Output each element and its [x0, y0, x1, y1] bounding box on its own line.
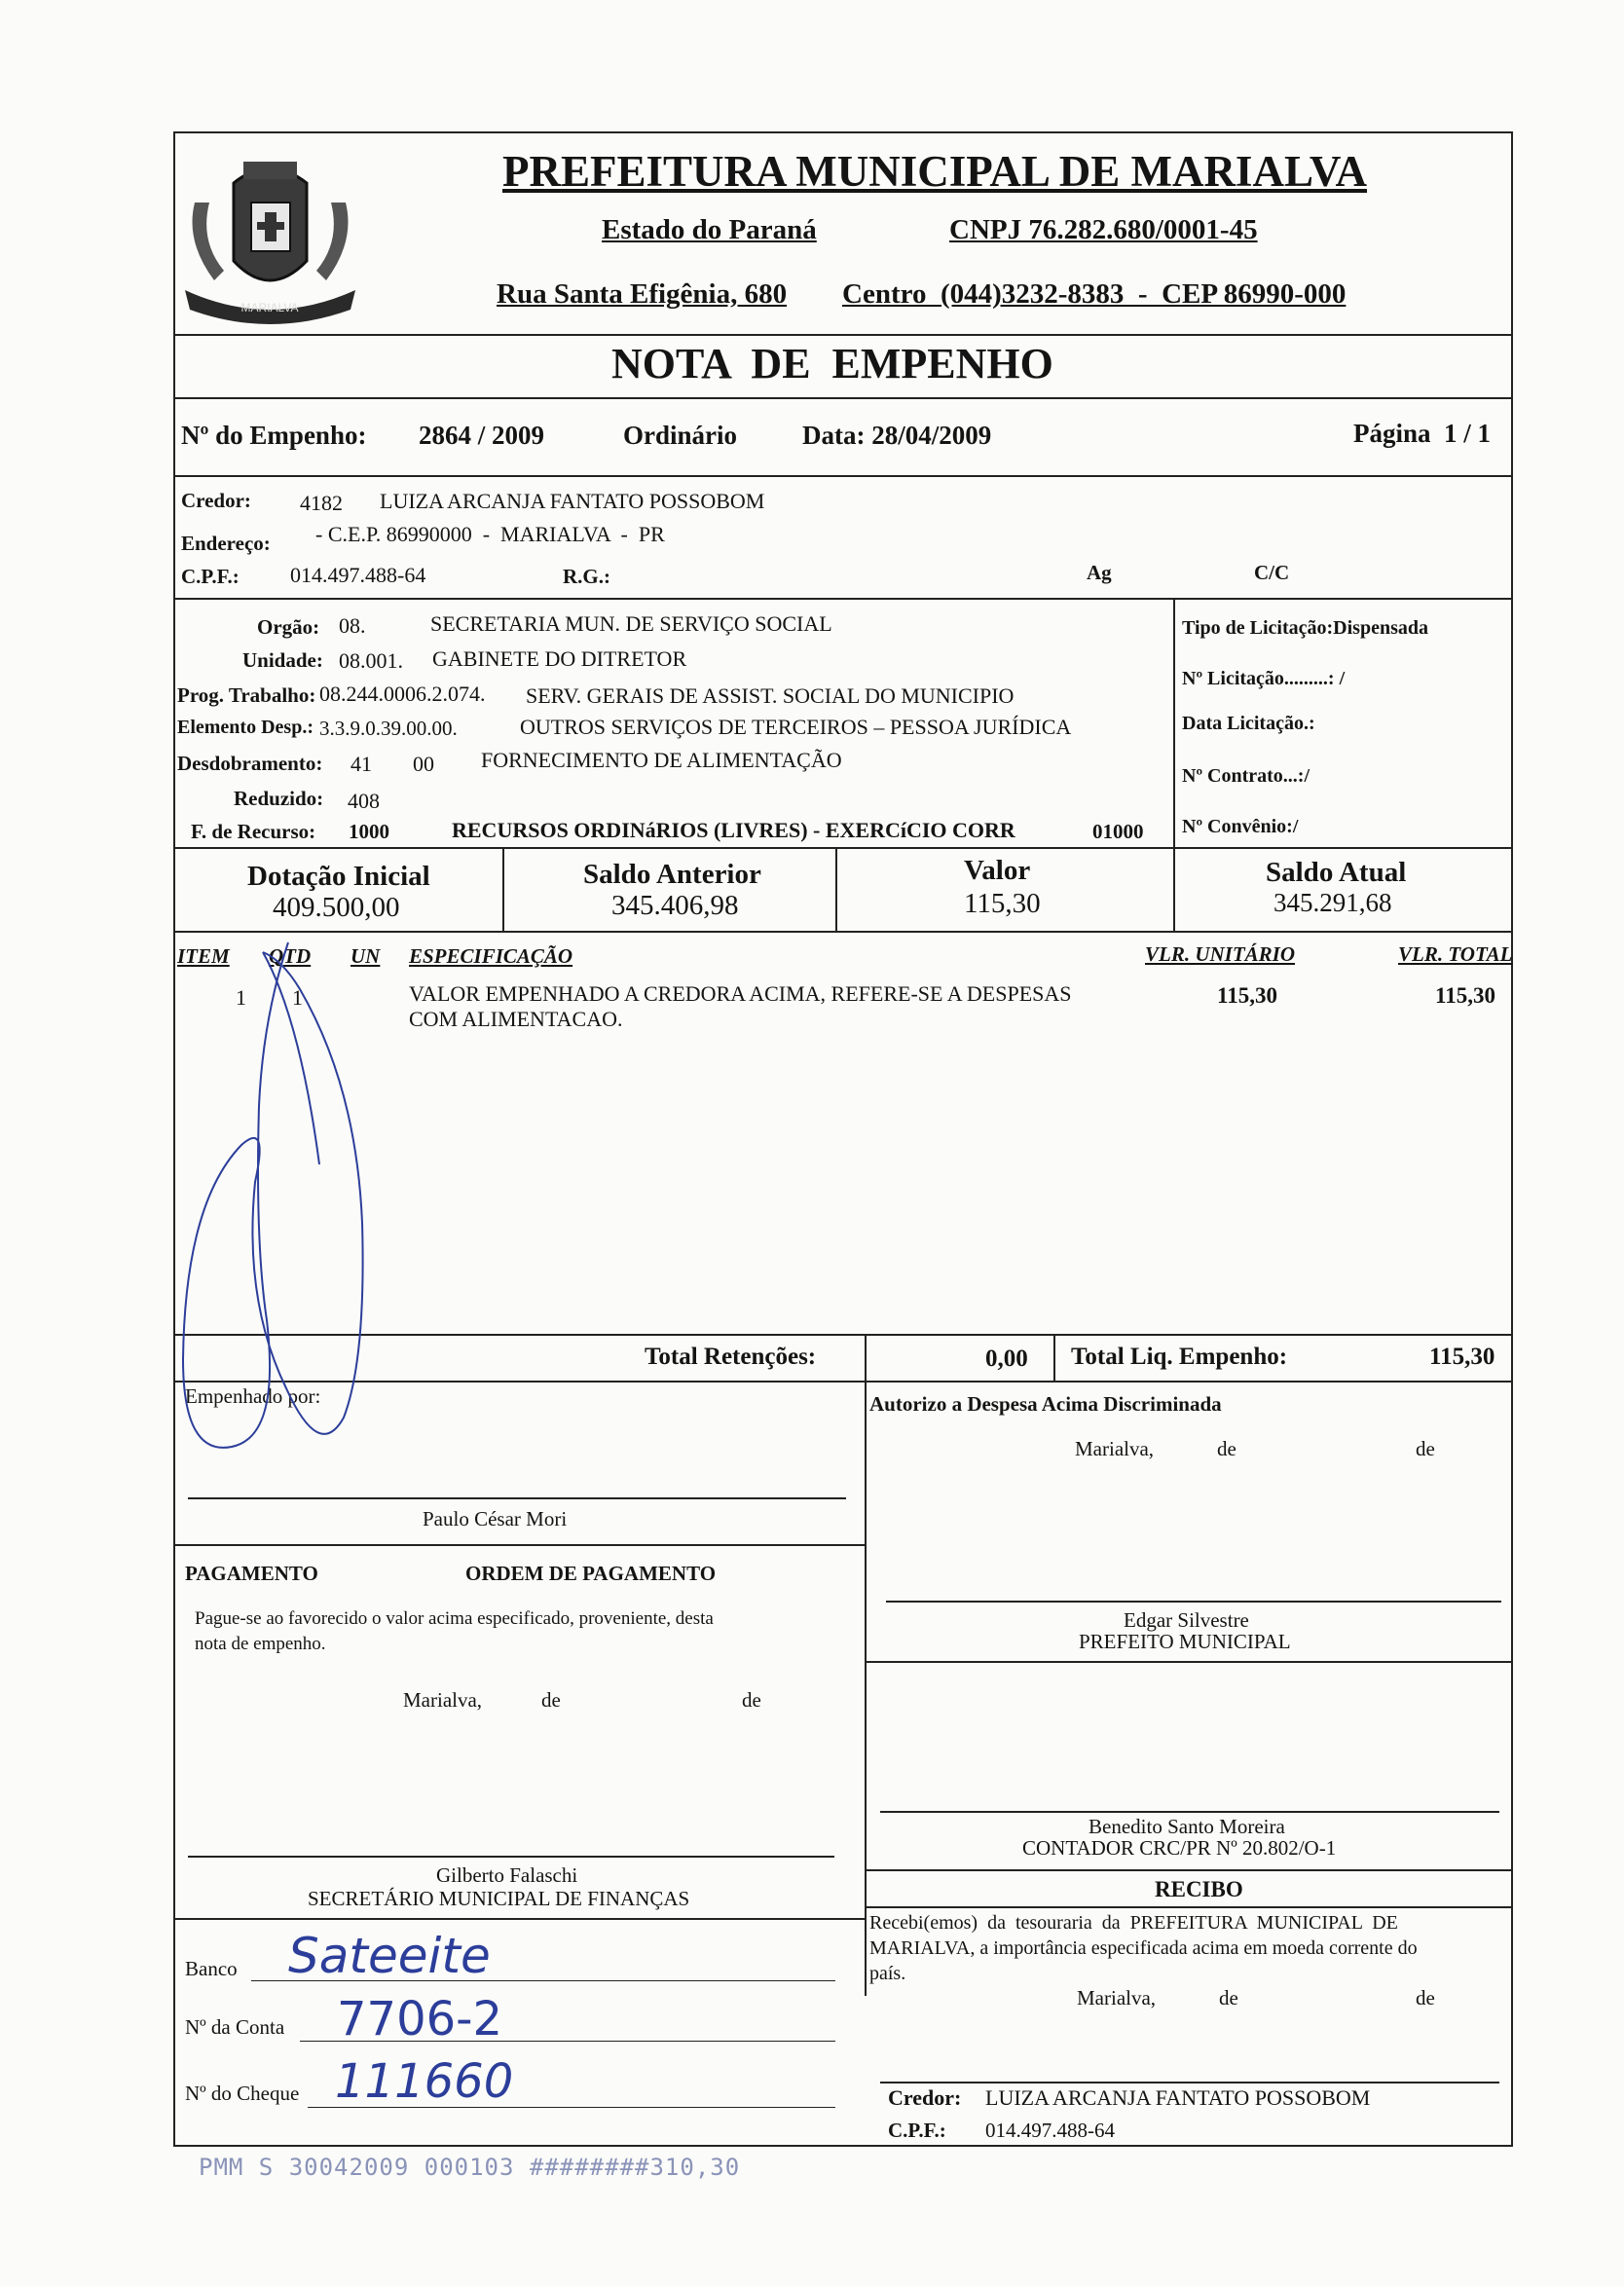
convenio-number: Nº Convênio:/: [1182, 816, 1299, 837]
autorizo-city: Marialva,: [1075, 1437, 1155, 1460]
saldo-atual-label: Saldo Atual: [1266, 857, 1407, 888]
autorizo-de2: de: [1416, 1437, 1435, 1460]
unidade-label: Unidade:: [242, 648, 323, 672]
item-column-header: ITEM: [177, 944, 230, 968]
especificacao-column-header: ESPECIFICAÇÃO: [409, 944, 573, 968]
empenho-date: Data: 28/04/2009: [802, 421, 992, 450]
prefeito-name: Edgar Silvestre: [1124, 1608, 1249, 1632]
state-name: Estado do Paraná: [602, 214, 817, 245]
licitacao-type: Tipo de Licitação:Dispensada: [1182, 617, 1428, 639]
orgao-label: Orgão:: [257, 615, 320, 639]
recibo-text-line2: MARIALVA, a importância especificada acima em moeda corrente do: [869, 1937, 1418, 1959]
reduzido-label: Reduzido:: [234, 787, 324, 810]
bank-stamp: PMM S 30042009 000103 ########310,30: [199, 2154, 741, 2181]
prog-trabalho-label: Prog. Trabalho:: [177, 683, 316, 707]
secretario-title: SECRETÁRIO MUNICIPAL DE FINANÇAS: [308, 1887, 690, 1910]
rg-label: R.G.:: [563, 565, 610, 588]
saldo-atual-value: 345.291,68: [1273, 888, 1392, 917]
svg-text:MARIALVA: MARIALVA: [240, 301, 299, 314]
pagamento-de2: de: [742, 1688, 761, 1712]
unidade-name: GABINETE DO DITRETOR: [432, 646, 687, 671]
address-contact: Centro (044)3232-8383 - CEP 86990-000: [842, 278, 1347, 310]
total-liquido-label: Total Liq. Empenho:: [1071, 1344, 1288, 1370]
prog-trabalho-name: SERV. GERAIS DE ASSIST. SOCIAL DO MUNICIPIO: [526, 683, 1015, 708]
banco-label: Banco: [185, 1957, 238, 1980]
total-retencoes-value: 0,00: [985, 1346, 1028, 1372]
orgao-name: SECRETARIA MUN. DE SERVIÇO SOCIAL: [430, 611, 832, 636]
contador-title: CONTADOR CRC/PR Nº 20.802/O-1: [1022, 1836, 1337, 1860]
credor-label: Credor:: [181, 489, 251, 512]
street-address: Rua Santa Efigênia, 680: [497, 278, 788, 310]
autorizo-de1: de: [1217, 1437, 1236, 1460]
elemento-code: 3.3.9.0.39.00.00.: [319, 717, 458, 740]
pagamento-text-line2: nota de empenho.: [195, 1634, 326, 1654]
cnpj: CNPJ 76.282.680/0001-45: [949, 214, 1258, 245]
recibo-cpf-label: C.P.F.:: [888, 2119, 946, 2142]
credor-code: 4182: [300, 491, 343, 515]
prefeito-title: PREFEITO MUNICIPAL: [1079, 1630, 1291, 1653]
valor-label: Valor: [964, 855, 1031, 886]
contrato-number: Nº Contrato...:/: [1182, 765, 1310, 787]
saldo-anterior-value: 345.406,98: [611, 890, 739, 921]
item-description-line1: VALOR EMPENHADO A CREDORA ACIMA, REFERE-SE A DESPESAS: [409, 981, 1072, 1006]
recibo-credor-label: Credor:: [888, 2085, 962, 2110]
item-total-value: 115,30: [1435, 983, 1495, 1008]
recibo-de1: de: [1219, 1986, 1238, 2009]
recibo-de2: de: [1416, 1986, 1435, 2009]
elemento-label: Elemento Desp.:: [177, 717, 314, 738]
agency-label: Ag: [1087, 561, 1112, 584]
qtd-column-header: QTD: [269, 944, 312, 968]
total-value-column-header: VLR. TOTAL: [1398, 942, 1513, 966]
pagamento-label: PAGAMENTO: [185, 1562, 318, 1585]
dotacao-inicial-value: 409.500,00: [273, 892, 400, 923]
desdobramento-sub: 00: [413, 752, 434, 776]
empenhado-por-label: Empenhado por:: [185, 1384, 321, 1408]
credor-cpf: 014.497.488-64: [290, 563, 426, 587]
autorizo-label: Autorizo a Despesa Acima Discriminada: [869, 1392, 1222, 1416]
conta-label: Nº da Conta: [185, 2015, 285, 2039]
recibo-text-line1: Recebi(emos) da tesouraria da PREFEITURA MUNICIPAL DE: [869, 1912, 1398, 1934]
recibo-label: RECIBO: [1155, 1877, 1243, 1901]
total-liquido-value: 115,30: [1429, 1344, 1495, 1370]
cheque-label: Nº do Cheque: [185, 2082, 300, 2105]
banco-field[interactable]: Sateeite: [288, 1928, 491, 1984]
credor-name: LUIZA ARCANJA FANTATO POSSOBOM: [380, 489, 765, 513]
desdobramento-name: FORNECIMENTO DE ALIMENTAÇÃO: [481, 748, 842, 772]
prefeitura-title: PREFEITURA MUNICIPAL DE MARIALVA: [502, 147, 1368, 196]
prog-trabalho-code: 08.244.0006.2.074.: [319, 682, 486, 706]
pagamento-text-line1: Pague-se ao favorecido o valor acima especificado, proveniente, desta: [195, 1608, 714, 1629]
desdobramento-code: 41: [351, 752, 372, 776]
recibo-text-line3: país.: [869, 1963, 906, 1984]
un-column-header: UN: [351, 944, 381, 968]
recurso-name: RECURSOS ORDINáRIOS (LIVRES) - EXERCíCIO CORR: [452, 818, 1015, 842]
pagamento-city: Marialva,: [403, 1688, 483, 1712]
item-number: 1: [236, 985, 246, 1010]
unidade-code: 08.001.: [339, 648, 403, 673]
desdobramento-label: Desdobramento:: [177, 752, 323, 775]
cheque-field[interactable]: 111660: [335, 2054, 514, 2109]
cpf-label: C.P.F.:: [181, 565, 240, 588]
recibo-city: Marialva,: [1077, 1986, 1157, 2009]
empenho-number: 2864 / 2009: [419, 421, 545, 450]
item-qtd: 1: [292, 985, 303, 1010]
recibo-credor-name: LUIZA ARCANJA FANTATO POSSOBOM: [985, 2085, 1371, 2110]
unit-value-column-header: VLR. UNITÁRIO: [1145, 942, 1296, 966]
licitacao-number: Nº Licitação.........: /: [1182, 668, 1346, 689]
account-label: C/C: [1254, 561, 1290, 584]
orgao-code: 08.: [339, 613, 366, 638]
document-title: NOTA DE EMPENHO: [611, 340, 1053, 387]
empenho-number-label: Nº do Empenho:: [181, 421, 367, 450]
recurso-number: 01000: [1092, 820, 1144, 843]
total-retencoes-label: Total Retenções:: [645, 1344, 817, 1370]
valor-value: 115,30: [964, 888, 1041, 919]
credor-address: - C.E.P. 86990000 - MARIALVA - PR: [315, 522, 665, 546]
licitacao-date: Data Licitação.:: [1182, 713, 1315, 734]
elemento-name: OUTROS SERVIÇOS DE TERCEIROS – PESSOA JURÍDICA: [520, 715, 1072, 739]
page-number: Página 1 / 1: [1353, 419, 1492, 448]
item-description-line2: COM ALIMENTACAO.: [409, 1007, 623, 1031]
saldo-anterior-label: Saldo Anterior: [583, 859, 761, 890]
reduzido-code: 408: [348, 789, 380, 813]
item-unit-value: 115,30: [1217, 983, 1277, 1008]
empenho-type: Ordinário: [623, 421, 738, 450]
address-label: Endereço:: [181, 532, 271, 555]
ordem-pagamento-label: ORDEM DE PAGAMENTO: [465, 1562, 717, 1585]
empenhado-por-name: Paulo César Mori: [423, 1507, 568, 1530]
recibo-cpf: 014.497.488-64: [985, 2119, 1115, 2142]
recurso-label: F. de Recurso:: [191, 820, 316, 843]
dotacao-inicial-label: Dotação Inicial: [247, 861, 430, 892]
contador-name: Benedito Santo Moreira: [1089, 1815, 1285, 1838]
pagamento-de1: de: [541, 1688, 561, 1712]
secretario-name: Gilberto Falaschi: [436, 1863, 578, 1887]
conta-field[interactable]: 7706-2: [337, 1992, 503, 2046]
handwritten-signature-icon: [173, 931, 465, 1476]
recurso-code: 1000: [349, 820, 389, 843]
